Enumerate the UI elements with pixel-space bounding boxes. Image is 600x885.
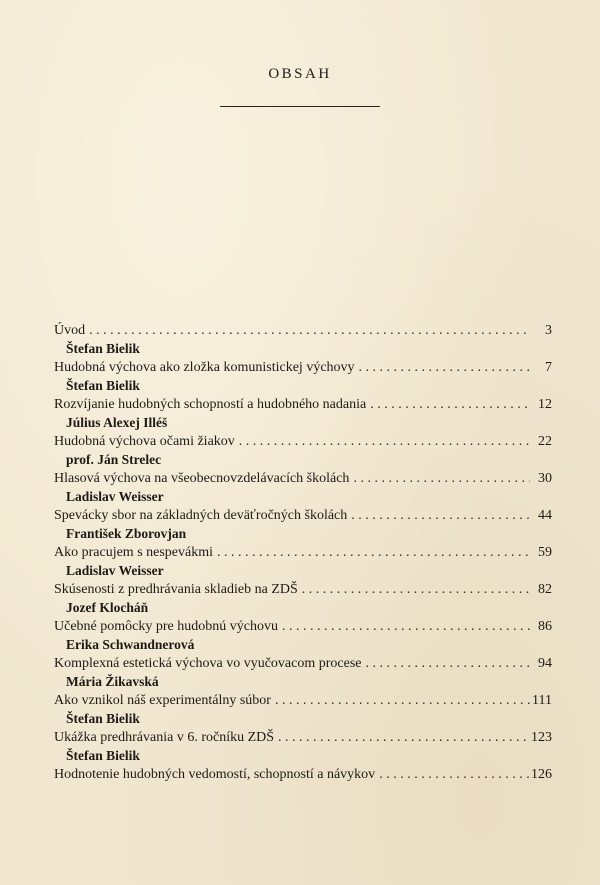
toc-entry [54, 655, 552, 672]
toc-page-number: 82 [538, 582, 552, 597]
page-title: OBSAH [268, 66, 332, 82]
toc-entry-title: Hodnotenie hudobných vedomostí, schopností a návykov [54, 767, 376, 782]
toc-entry-title: Úvod [54, 323, 86, 338]
toc-page-number: 86 [538, 619, 552, 634]
toc-page-number: 22 [538, 434, 552, 449]
toc-entry [54, 692, 552, 709]
toc-entry-title: Ako vznikol náš experimentálny súbor [54, 693, 271, 708]
toc-author: Štefan Bielik [66, 748, 140, 763]
toc-page-number: 59 [538, 545, 552, 560]
toc-entry [54, 396, 552, 413]
toc-page-number: 123 [531, 730, 552, 745]
toc-entry-title: Spevácky sbor na základných deväťročných školách [54, 508, 348, 523]
toc-entry-title: Skúsenosti z predhrávania skladieb na ZDŠ [54, 582, 298, 597]
toc-page-number: 7 [545, 360, 552, 375]
table-of-contents [54, 322, 552, 783]
dot-leader [355, 359, 530, 376]
toc-author: Jozef Klocháň [66, 600, 149, 615]
toc-entry [54, 766, 552, 783]
toc-author: Július Alexej Illéš [66, 415, 168, 430]
toc-page-number: 12 [538, 397, 552, 412]
toc-author: Štefan Bielik [66, 711, 140, 726]
toc-entry-title: Učebné pomôcky pre hudobnú výchovu [54, 619, 278, 634]
toc-entry [54, 359, 552, 376]
toc-entry [54, 322, 552, 339]
dot-leader [347, 507, 530, 524]
dot-leader [274, 729, 530, 746]
toc-author: František Zborovjan [66, 526, 187, 541]
toc-entry [54, 470, 552, 487]
toc-page-number: 3 [545, 323, 552, 338]
dot-leader [213, 544, 530, 561]
toc-author: Ladislav Weisser [66, 489, 164, 504]
dot-leader [235, 433, 530, 450]
toc-entry-title: Hudobná výchova očami žiakov [54, 434, 235, 449]
dot-leader [271, 692, 530, 709]
toc-author: Štefan Bielik [66, 341, 140, 356]
dot-leader [366, 396, 530, 413]
toc-entry-title: Komplexná estetická výchova vo vyučovacom procese [54, 656, 362, 671]
toc-page-number: 94 [538, 656, 552, 671]
toc-entry [54, 507, 552, 524]
toc-author: Ladislav Weisser [66, 563, 164, 578]
toc-entry [54, 729, 552, 746]
title-underline [220, 106, 380, 107]
toc-entry-title: Ako pracujem s nespevákmi [54, 545, 214, 560]
dot-leader [278, 618, 530, 635]
toc-entry [54, 544, 552, 561]
dot-leader [349, 470, 530, 487]
toc-author: Erika Schwandnerová [66, 637, 195, 652]
dot-leader [298, 581, 530, 598]
toc-entry-title: Hlasová výchova na všeobecnovzdelávacích školách [54, 471, 350, 486]
toc-entry-title: Rozvíjanie hudobných schopností a hudobného nadania [54, 397, 367, 412]
toc-entry [54, 618, 552, 635]
toc-page-number: 126 [531, 767, 552, 782]
toc-entry-title: Ukážka predhrávania v 6. ročníku ZDŠ [54, 730, 275, 745]
toc-page-number: 30 [538, 471, 552, 486]
toc-page-number: 111 [532, 693, 552, 708]
toc-entry [54, 433, 552, 450]
dot-leader [375, 766, 530, 783]
toc-entry [54, 581, 552, 598]
dot-leader [85, 322, 530, 339]
toc-author: Štefan Bielik [66, 378, 140, 393]
toc-author: Mária Žikavská [66, 674, 159, 689]
toc-page-number: 44 [538, 508, 552, 523]
toc-entry-title: Hudobná výchova ako zložka komunistickej výchovy [54, 360, 355, 375]
dot-leader [362, 655, 530, 672]
toc-author: prof. Ján Strelec [66, 452, 162, 467]
